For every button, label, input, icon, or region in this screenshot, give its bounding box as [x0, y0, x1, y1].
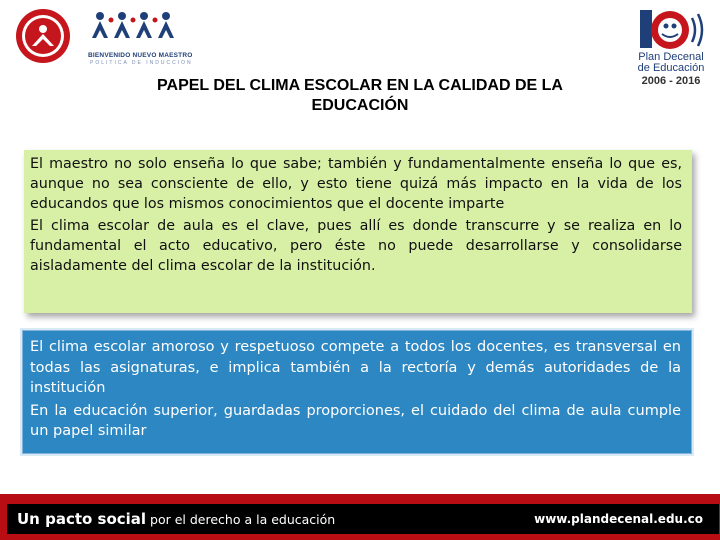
slide-title [90, 76, 630, 116]
plan-decenal-years: 2006 - 2016 [641, 75, 701, 87]
footer-slogan-strong: Un pacto social [17, 510, 147, 528]
footer-slogan [17, 509, 335, 528]
footer-bar [0, 494, 720, 540]
plan-decenal-logo-graphic [632, 6, 710, 52]
footer-url[interactable]: www.plandecenal.edu.co [534, 512, 703, 526]
blue-paragraph-2: En la educación superior, guardadas proporciones, el cuidado del clima de aula cumple un papel similar [30, 402, 681, 439]
plan-decenal-logo [632, 6, 710, 92]
blue-text-box [22, 330, 692, 454]
bienvenido-logo-text: BIENVENIDO NUEVO MAESTRO [88, 52, 193, 59]
plan-decenal-line2: de Educación [637, 62, 705, 74]
slide-title-line2: EDUCACIÓN [311, 97, 409, 114]
green-paragraph-1: El maestro no solo enseña lo que sabe; también y fundamentalmente enseña lo que es, aunque no sea consciente de ello, y esto tiene quizá más impacto en la vida de los educandos que los mismos conocimientos que el docente imparte [30, 156, 682, 212]
green-paragraph-2: El clima escolar de aula es el clave, pues allí es donde transcurre y se realiza en lo fundamental el acto educativo, pero éste no puede desarrollarse y consolidarse aisladamente del clima escolar de la institución. [30, 218, 682, 274]
bienvenido-logo-subtext: POLITICA DE INDUCCION [90, 60, 193, 66]
plan-decenal-line1: Plan Decenal [638, 51, 704, 63]
slide-title-line1: PAPEL DEL CLIMA ESCOLAR EN LA CALIDAD DE LA [157, 77, 563, 94]
blue-paragraph-1: El clima escolar amoroso y respetuoso compete a todos los docentes, es transversal en todas las asignaturas, e implica también a la rectoría y demás autoridades de la institución [30, 339, 681, 396]
footer-slogan-rest: por el derecho a la educación [146, 512, 336, 527]
bienvenido-logo [10, 6, 193, 66]
green-text-box [24, 150, 692, 313]
footer-inner [7, 504, 719, 534]
